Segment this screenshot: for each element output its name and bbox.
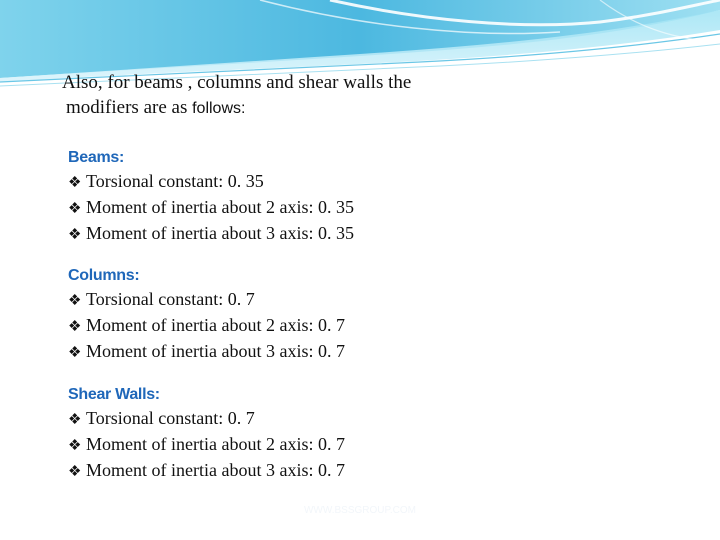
intro-text bbox=[62, 70, 702, 121]
diamond-bullet-icon: ❖ bbox=[68, 464, 82, 480]
list-item-text: Moment of inertia about 2 axis: 0. 7 bbox=[86, 315, 345, 335]
list-item bbox=[68, 313, 668, 339]
diamond-bullet-icon: ❖ bbox=[68, 319, 82, 335]
intro-line-2-text: modifiers are as bbox=[66, 97, 193, 118]
intro-line-1: Also, for beams , columns and shear walls the bbox=[62, 72, 412, 93]
diamond-bullet-icon: ❖ bbox=[68, 412, 82, 428]
diamond-bullet-icon: ❖ bbox=[68, 175, 82, 191]
section-heading-beams: Beams: bbox=[68, 149, 125, 166]
list-item-text: Torsional constant: 0. 7 bbox=[86, 408, 255, 428]
diamond-bullet-icon: ❖ bbox=[68, 227, 82, 243]
list-item-text: Moment of inertia about 3 axis: 0. 35 bbox=[86, 223, 354, 243]
list-item-text: Moment of inertia about 2 axis: 0. 7 bbox=[86, 434, 345, 454]
diamond-bullet-icon: ❖ bbox=[68, 293, 82, 309]
list-item-text: Moment of inertia about 3 axis: 0. 7 bbox=[86, 341, 345, 361]
section-heading-columns: Columns: bbox=[68, 267, 140, 284]
list-item bbox=[68, 432, 668, 458]
list-item-text: Moment of inertia about 2 axis: 0. 35 bbox=[86, 197, 354, 217]
diamond-bullet-icon: ❖ bbox=[68, 201, 82, 217]
section-shear-walls bbox=[68, 384, 668, 484]
list-item bbox=[68, 169, 668, 195]
intro-line-2-tail: follows: bbox=[192, 100, 246, 117]
list-item bbox=[68, 195, 668, 221]
list-item bbox=[68, 458, 668, 484]
section-columns bbox=[68, 265, 668, 365]
list-item bbox=[68, 287, 668, 313]
footer-text: WWW.BSSGROUP.COM bbox=[303, 505, 417, 516]
diamond-bullet-icon: ❖ bbox=[68, 438, 82, 454]
intro-line-2 bbox=[62, 95, 702, 121]
diamond-bullet-icon: ❖ bbox=[68, 345, 82, 361]
list-item-text: Moment of inertia about 3 axis: 0. 7 bbox=[86, 460, 345, 480]
section-beams bbox=[68, 147, 668, 247]
list-item bbox=[68, 339, 668, 365]
list-item bbox=[68, 406, 668, 432]
section-heading-shear-walls: Shear Walls: bbox=[68, 386, 160, 403]
list-item bbox=[68, 221, 668, 247]
list-item-text: Torsional constant: 0. 7 bbox=[86, 289, 255, 309]
list-item-text: Torsional constant: 0. 35 bbox=[86, 171, 264, 191]
